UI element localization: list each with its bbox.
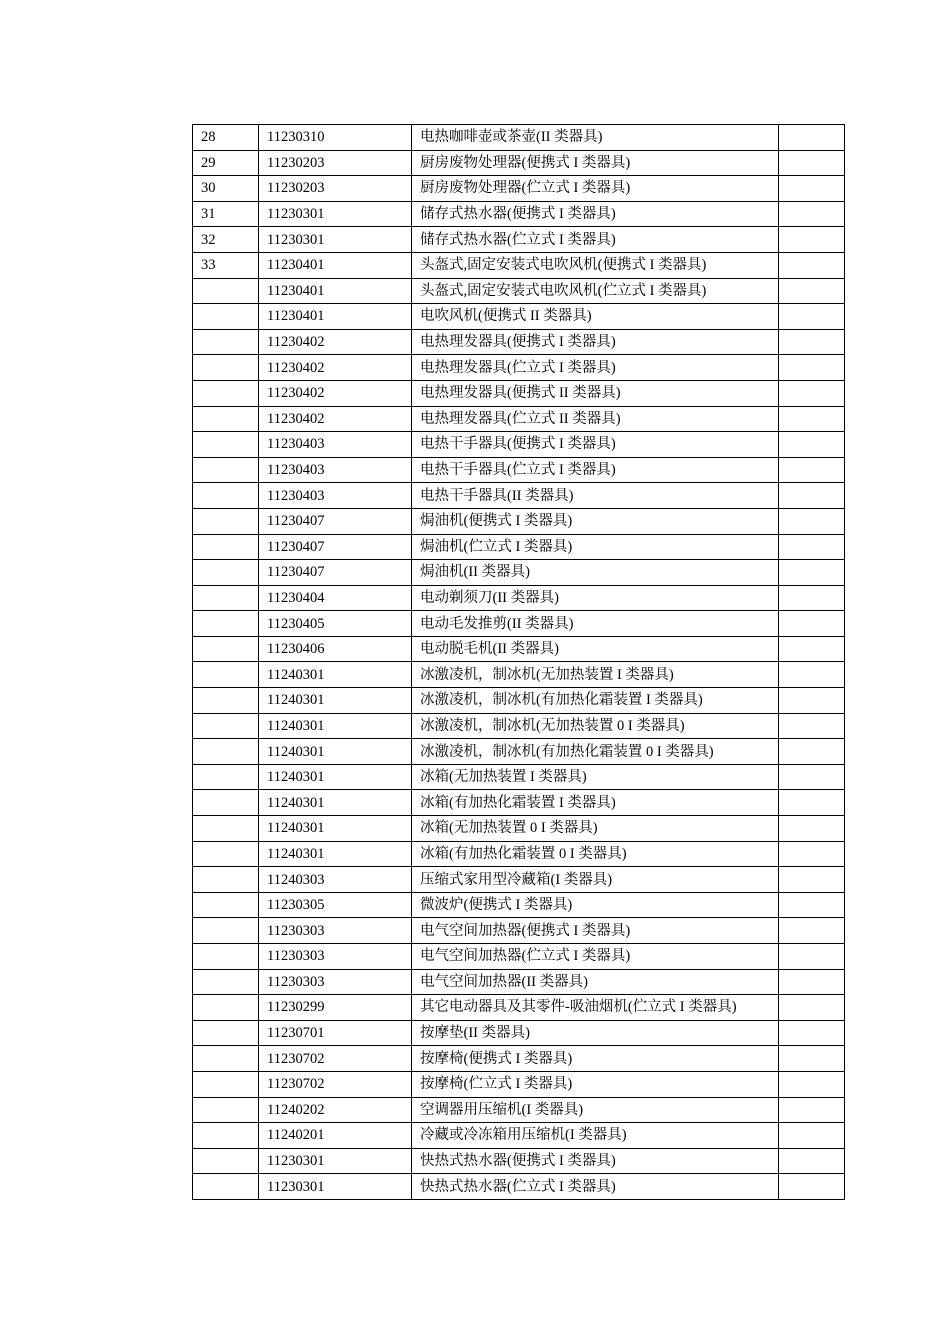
product-name-cell: 冰箱(无加热装置 I 类器具) <box>412 764 779 790</box>
product-name-cell: 冰激凌机，制冰机(有加热化霜装置 0 I 类器具) <box>412 739 779 765</box>
product-code-cell: 11240301 <box>259 662 412 688</box>
product-code-cell: 11230701 <box>259 1020 412 1046</box>
product-name-cell: 焗油机(便携式 I 类器具) <box>412 508 779 534</box>
product-code-cell: 11230401 <box>259 304 412 330</box>
table-row <box>193 508 845 534</box>
row-number-cell <box>193 406 259 432</box>
product-code-cell: 11230305 <box>259 892 412 918</box>
table-row <box>193 867 845 893</box>
blank-cell <box>779 944 845 970</box>
row-number-cell <box>193 636 259 662</box>
product-name-cell: 冰箱(有加热化霜装置 I 类器具) <box>412 790 779 816</box>
row-number-cell <box>193 764 259 790</box>
product-code-cell: 11230301 <box>259 201 412 227</box>
blank-cell <box>779 406 845 432</box>
product-code-cell: 11230407 <box>259 560 412 586</box>
table-row <box>193 611 845 637</box>
product-code-cell: 11230303 <box>259 944 412 970</box>
blank-cell <box>779 739 845 765</box>
product-name-cell: 电热干手器具(便携式 I 类器具) <box>412 432 779 458</box>
table-row <box>193 457 845 483</box>
row-number-cell <box>193 841 259 867</box>
product-code-cell: 11230402 <box>259 406 412 432</box>
product-name-cell: 头盔式,固定安装式电吹风机(便携式 I 类器具) <box>412 252 779 278</box>
product-code-cell: 11230402 <box>259 355 412 381</box>
product-code-cell: 11230407 <box>259 508 412 534</box>
blank-cell <box>779 252 845 278</box>
product-code-cell: 11230402 <box>259 380 412 406</box>
row-number-cell <box>193 560 259 586</box>
table-row <box>193 688 845 714</box>
blank-cell <box>779 867 845 893</box>
row-number-cell <box>193 816 259 842</box>
blank-cell <box>779 790 845 816</box>
table-row <box>193 662 845 688</box>
table-row <box>193 1046 845 1072</box>
product-name-cell: 电热干手器具(II 类器具) <box>412 483 779 509</box>
table-row <box>193 713 845 739</box>
product-name-cell: 冰箱(无加热装置 0 I 类器具) <box>412 816 779 842</box>
product-name-cell: 按摩垫(II 类器具) <box>412 1020 779 1046</box>
product-name-cell: 按摩椅(便携式 I 类器具) <box>412 1046 779 1072</box>
row-number-cell <box>193 790 259 816</box>
table-row <box>193 176 845 202</box>
blank-cell <box>779 329 845 355</box>
product-name-cell: 冷藏或冷冻箱用压缩机(I 类器具) <box>412 1123 779 1149</box>
row-number-cell <box>193 944 259 970</box>
row-number-cell <box>193 688 259 714</box>
table-row <box>193 585 845 611</box>
product-code-cell: 11230403 <box>259 457 412 483</box>
table-row <box>193 1071 845 1097</box>
product-code-cell: 11240301 <box>259 841 412 867</box>
product-name-cell: 快热式热水器(伫立式 I 类器具) <box>412 1174 779 1200</box>
row-number-cell: 33 <box>193 252 259 278</box>
product-name-cell: 储存式热水器(伫立式 I 类器具) <box>412 227 779 253</box>
row-number-cell <box>193 457 259 483</box>
row-number-cell <box>193 355 259 381</box>
table-row <box>193 227 845 253</box>
product-table <box>192 124 845 1200</box>
product-code-cell: 11230402 <box>259 329 412 355</box>
blank-cell <box>779 380 845 406</box>
table-row <box>193 969 845 995</box>
product-code-cell: 11240301 <box>259 739 412 765</box>
blank-cell <box>779 457 845 483</box>
blank-cell <box>779 841 845 867</box>
blank-cell <box>779 713 845 739</box>
table-row <box>193 1174 845 1200</box>
row-number-cell <box>193 1148 259 1174</box>
product-code-cell: 11230702 <box>259 1071 412 1097</box>
table-row <box>193 483 845 509</box>
product-code-cell: 11230407 <box>259 534 412 560</box>
table-row <box>193 125 845 151</box>
table-row <box>193 764 845 790</box>
product-name-cell: 焗油机(伫立式 I 类器具) <box>412 534 779 560</box>
row-number-cell <box>193 329 259 355</box>
product-code-cell: 11230301 <box>259 1148 412 1174</box>
product-code-cell: 11230401 <box>259 252 412 278</box>
row-number-cell: 32 <box>193 227 259 253</box>
blank-cell <box>779 201 845 227</box>
product-name-cell: 其它电动器具及其零件-吸油烟机(伫立式 I 类器具) <box>412 995 779 1021</box>
product-name-cell: 焗油机(II 类器具) <box>412 560 779 586</box>
blank-cell <box>779 508 845 534</box>
row-number-cell: 29 <box>193 150 259 176</box>
product-code-cell: 11240201 <box>259 1123 412 1149</box>
table-body <box>193 125 845 1200</box>
product-code-cell: 11240301 <box>259 816 412 842</box>
blank-cell <box>779 483 845 509</box>
blank-cell <box>779 534 845 560</box>
row-number-cell <box>193 534 259 560</box>
table-row <box>193 918 845 944</box>
product-name-cell: 电热咖啡壶或茶壶(II 类器具) <box>412 125 779 151</box>
product-code-cell: 11230406 <box>259 636 412 662</box>
product-name-cell: 冰箱(有加热化霜装置 0 I 类器具) <box>412 841 779 867</box>
row-number-cell <box>193 1020 259 1046</box>
row-number-cell <box>193 867 259 893</box>
blank-cell <box>779 969 845 995</box>
blank-cell <box>779 1174 845 1200</box>
table-row <box>193 304 845 330</box>
product-code-cell: 11230203 <box>259 150 412 176</box>
table-row <box>193 534 845 560</box>
blank-cell <box>779 1097 845 1123</box>
blank-cell <box>779 1046 845 1072</box>
product-name-cell: 电热理发器具(便携式 II 类器具) <box>412 380 779 406</box>
row-number-cell <box>193 892 259 918</box>
product-code-cell: 11240301 <box>259 688 412 714</box>
row-number-cell <box>193 1097 259 1123</box>
product-code-cell: 11240301 <box>259 790 412 816</box>
blank-cell <box>779 355 845 381</box>
table-row <box>193 1097 845 1123</box>
product-code-cell: 11230303 <box>259 918 412 944</box>
row-number-cell <box>193 1123 259 1149</box>
row-number-cell <box>193 304 259 330</box>
product-name-cell: 电热理发器具(伫立式 I 类器具) <box>412 355 779 381</box>
table-row <box>193 201 845 227</box>
product-name-cell: 电热理发器具(伫立式 II 类器具) <box>412 406 779 432</box>
product-name-cell: 电吹风机(便携式 II 类器具) <box>412 304 779 330</box>
table-row <box>193 560 845 586</box>
product-code-cell: 11230403 <box>259 483 412 509</box>
product-code-cell: 11240202 <box>259 1097 412 1123</box>
blank-cell <box>779 764 845 790</box>
blank-cell <box>779 1020 845 1046</box>
product-name-cell: 电气空间加热器(便携式 I 类器具) <box>412 918 779 944</box>
blank-cell <box>779 995 845 1021</box>
row-number-cell <box>193 1046 259 1072</box>
product-code-cell: 11230401 <box>259 278 412 304</box>
blank-cell <box>779 304 845 330</box>
row-number-cell <box>193 918 259 944</box>
product-name-cell: 电动剃须刀(II 类器具) <box>412 585 779 611</box>
blank-cell <box>779 662 845 688</box>
product-name-cell: 储存式热水器(便携式 I 类器具) <box>412 201 779 227</box>
row-number-cell: 31 <box>193 201 259 227</box>
product-code-cell: 11240301 <box>259 764 412 790</box>
blank-cell <box>779 892 845 918</box>
row-number-cell <box>193 662 259 688</box>
row-number-cell <box>193 611 259 637</box>
row-number-cell <box>193 739 259 765</box>
table-row <box>193 432 845 458</box>
blank-cell <box>779 816 845 842</box>
product-name-cell: 电热理发器具(便携式 I 类器具) <box>412 329 779 355</box>
row-number-cell <box>193 585 259 611</box>
row-number-cell: 30 <box>193 176 259 202</box>
product-code-cell: 11230404 <box>259 585 412 611</box>
table-row <box>193 995 845 1021</box>
row-number-cell <box>193 969 259 995</box>
table-row <box>193 892 845 918</box>
product-name-cell: 冰激凌机，制冰机(无加热装置 0 I 类器具) <box>412 713 779 739</box>
table-row <box>193 790 845 816</box>
product-name-cell: 电动脱毛机(II 类器具) <box>412 636 779 662</box>
product-code-cell: 11230405 <box>259 611 412 637</box>
blank-cell <box>779 1071 845 1097</box>
row-number-cell <box>193 483 259 509</box>
product-name-cell: 头盔式,固定安装式电吹风机(伫立式 I 类器具) <box>412 278 779 304</box>
blank-cell <box>779 1148 845 1174</box>
blank-cell <box>779 278 845 304</box>
product-code-cell: 11230303 <box>259 969 412 995</box>
product-code-cell: 11240303 <box>259 867 412 893</box>
blank-cell <box>779 432 845 458</box>
product-code-cell: 11230301 <box>259 227 412 253</box>
product-code-cell: 11230299 <box>259 995 412 1021</box>
table-row <box>193 355 845 381</box>
product-name-cell: 冰激凌机，制冰机(有加热化霜装置 I 类器具) <box>412 688 779 714</box>
blank-cell <box>779 636 845 662</box>
row-number-cell <box>193 380 259 406</box>
product-code-cell: 11240301 <box>259 713 412 739</box>
blank-cell <box>779 176 845 202</box>
row-number-cell <box>193 508 259 534</box>
product-code-cell: 11230203 <box>259 176 412 202</box>
product-name-cell: 电热干手器具(伫立式 I 类器具) <box>412 457 779 483</box>
blank-cell <box>779 611 845 637</box>
table-row <box>193 329 845 355</box>
table-row <box>193 252 845 278</box>
table-row <box>193 636 845 662</box>
product-name-cell: 冰激凌机，制冰机(无加热装置 I 类器具) <box>412 662 779 688</box>
product-name-cell: 空调器用压缩机(I 类器具) <box>412 1097 779 1123</box>
row-number-cell <box>193 1071 259 1097</box>
product-name-cell: 厨房废物处理器(便携式 I 类器具) <box>412 150 779 176</box>
product-name-cell: 厨房废物处理器(伫立式 I 类器具) <box>412 176 779 202</box>
product-code-cell: 11230702 <box>259 1046 412 1072</box>
blank-cell <box>779 125 845 151</box>
table-row <box>193 1123 845 1149</box>
table-row <box>193 944 845 970</box>
table-row <box>193 1148 845 1174</box>
table-row <box>193 739 845 765</box>
blank-cell <box>779 1123 845 1149</box>
blank-cell <box>779 227 845 253</box>
product-name-cell: 电气空间加热器(II 类器具) <box>412 969 779 995</box>
table-row <box>193 1020 845 1046</box>
product-code-cell: 11230310 <box>259 125 412 151</box>
product-name-cell: 微波炉(便携式 I 类器具) <box>412 892 779 918</box>
table-row <box>193 150 845 176</box>
product-name-cell: 电动毛发推剪(II 类器具) <box>412 611 779 637</box>
table-row <box>193 406 845 432</box>
blank-cell <box>779 918 845 944</box>
product-code-cell: 11230403 <box>259 432 412 458</box>
row-number-cell <box>193 995 259 1021</box>
row-number-cell <box>193 432 259 458</box>
product-name-cell: 快热式热水器(便携式 I 类器具) <box>412 1148 779 1174</box>
product-name-cell: 电气空间加热器(伫立式 I 类器具) <box>412 944 779 970</box>
table-row <box>193 816 845 842</box>
table-row <box>193 278 845 304</box>
table-row <box>193 841 845 867</box>
row-number-cell <box>193 278 259 304</box>
blank-cell <box>779 688 845 714</box>
table-row <box>193 380 845 406</box>
row-number-cell: 28 <box>193 125 259 151</box>
row-number-cell <box>193 713 259 739</box>
product-code-cell: 11230301 <box>259 1174 412 1200</box>
row-number-cell <box>193 1174 259 1200</box>
product-name-cell: 按摩椅(伫立式 I 类器具) <box>412 1071 779 1097</box>
blank-cell <box>779 150 845 176</box>
blank-cell <box>779 560 845 586</box>
product-name-cell: 压缩式家用型冷藏箱(I 类器具) <box>412 867 779 893</box>
blank-cell <box>779 585 845 611</box>
